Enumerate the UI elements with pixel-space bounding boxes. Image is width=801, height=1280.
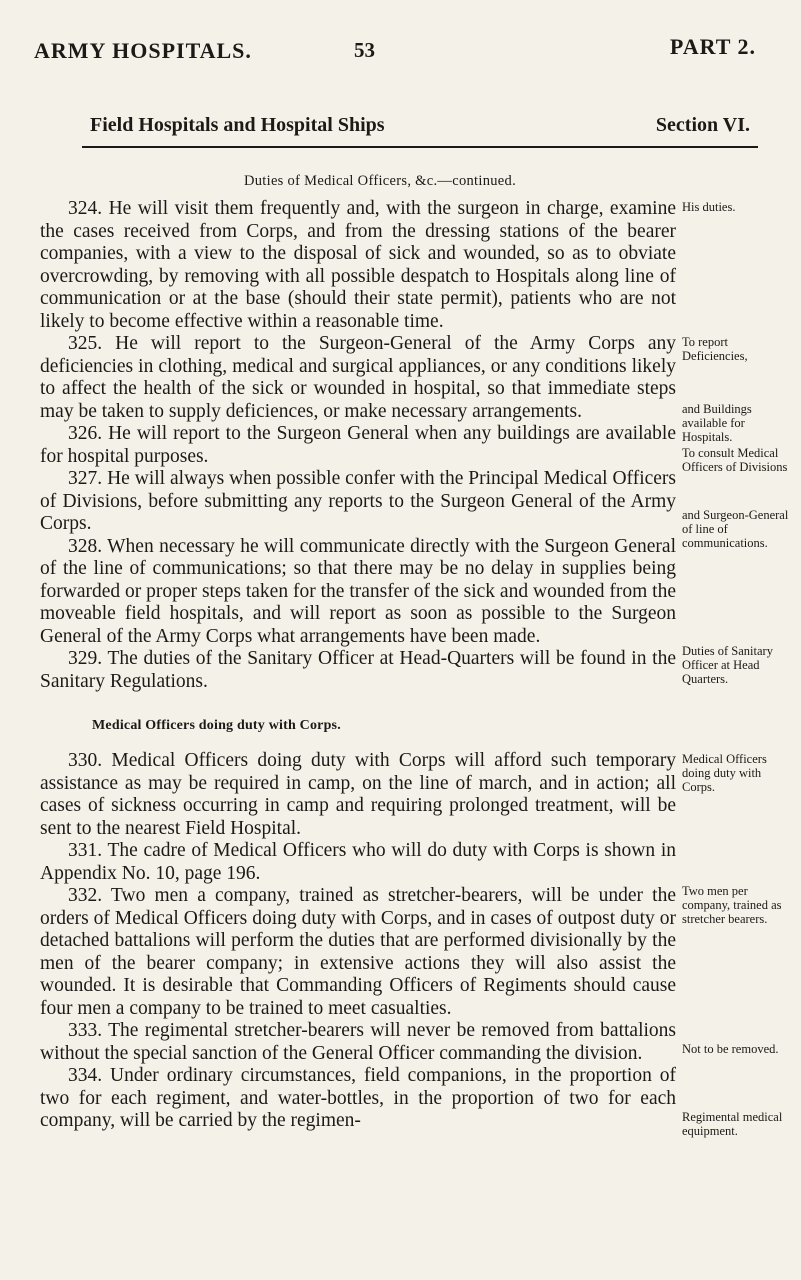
margin-note: and Surgeon-General of line of communications. [682,508,789,550]
paragraph-324: 324. He will visit them frequently and, with the surgeon in charge, examine the cases received from Corps, and from the dressing stations of the bearer companies, with a view to the disposal of sick and wounded, so as to obviate overcrowding, by removing with all possible despatch to Hospitals along line of communication or at the base (should their state permit), patients who are not likely to become effective within a reasonable time. [40,198,676,332]
page-number: 53 [354,38,375,62]
margin-note: Medical Officers doing duty with Corps. [682,752,767,794]
section-heading: Medical Officers doing duty with Corps. [92,718,341,733]
running-header-title: ARMY HOSPITALS. [34,38,252,63]
paragraph-329: 329. The duties of the Sanitary Officer at Head-Quarters will be found in the Sanitary Regulations. [40,648,676,692]
margin-note: His duties. [682,200,736,214]
paragraph-333: 333. The regimental stretcher-bearers will never be removed from battalions without the special sanction of the General Officer commanding the division. [40,1020,676,1064]
margin-note: and Buildings available for Hospitals. [682,402,752,444]
chapter-header [90,114,750,144]
paragraph-332: 332. Two men a company, trained as stretcher-bearers, will be under the orders of Medical Officers doing duty with Corps, and in cases of outpost duty or detached battalions will perform the duties that are performed divisionally by the men of the bearer company; in extensive actions they will also assist the wounded. It is desirable that Commanding Officers of Regiments should cause four men a company to be trained to meet casualties. [40,885,676,1019]
paragraph-331: 331. The cadre of Medical Officers who will do duty with Corps is shown in Appendix No. 10, page 196. [40,840,676,884]
paragraph-330: 330. Medical Officers doing duty with Corps will afford such temporary assistance as may be required in camp, on the line of march, and in action; all cases of sickness occurring in camp and requiring prolonged treatment, will be sent to the nearest Field Hospital. [40,750,676,839]
duties-paragraphs [40,198,676,693]
paragraph-326: 326. He will report to the Surgeon General when any buildings are available for hospital purposes. [40,423,676,467]
margin-note: Two men per company, trained as stretcher bearers. [682,884,782,926]
corps-paragraphs [40,750,676,1133]
paragraph-334: 334. Under ordinary circumstances, field companions, in the proportion of two for each regiment, and water-bottles, in the proportion of two for each company, will be carried by the regimen- [40,1065,676,1131]
header-rule [82,146,758,148]
paragraph-325: 325. He will report to the Surgeon-General of the Army Corps any deficiencies in clothing, medical and surgical appliances, or any conditions likely to affect the health of the sick or wounded in hospital, so that immediate steps may be taken to supply deficiences, or make necessary arrangements. [40,333,676,422]
section-label: Section VI. [655,114,750,136]
margin-note: To consult Medical Officers of Divisions [682,446,788,474]
margin-note: Not to be removed. [682,1042,779,1056]
margin-note: Regimental medical equipment. [682,1110,783,1138]
paragraph-328: 328. When necessary he will communicate directly with the Surgeon General of the line of communications; so that there may be no delay in supplies being forwarded or proper steps taken for the transfer of the sick and wounded from the moveable field hospitals, and will report as soon as possible to the Surgeon General of the Army Corps what arrangements have been made. [40,535,676,647]
paragraph-327: 327. He will always when possible confer with the Principal Medical Officers of Divisions, before submitting any reports to the Surgeon General of the Army Corps. [40,468,676,534]
running-header [34,34,756,74]
continued-heading: Duties of Medical Officers, &c.—continued. [243,173,517,189]
margin-note: Duties of Sanitary Officer at Head Quarters. [682,644,773,686]
chapter-title: Field Hospitals and Hospital Ships [90,114,385,136]
part-label: PART 2. [669,34,756,59]
margin-note: To report Deficiencies, [682,335,748,363]
